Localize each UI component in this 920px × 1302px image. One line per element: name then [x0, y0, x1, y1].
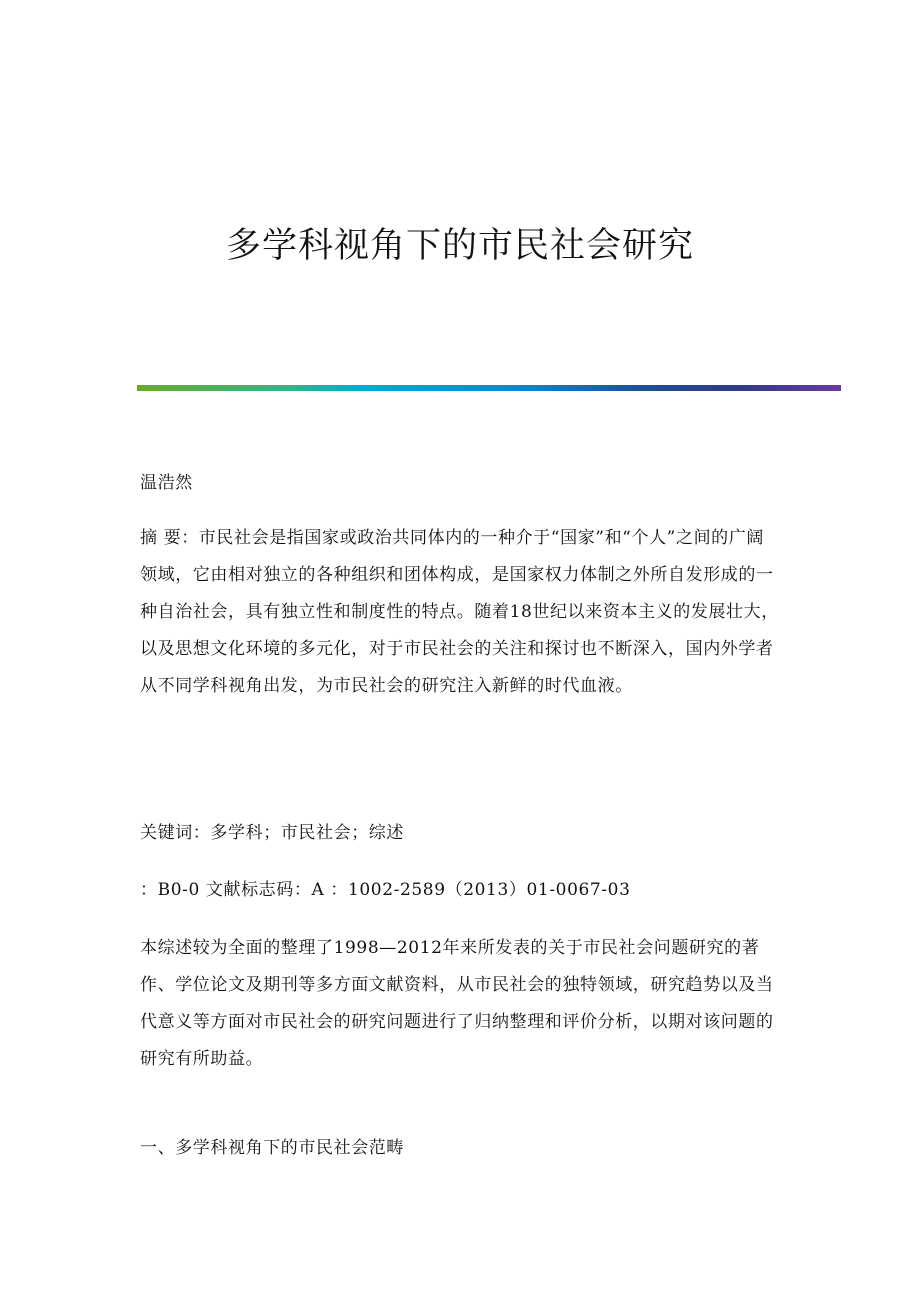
author: 温浩然: [140, 473, 193, 493]
abstract: 摘 要：市民社会是指国家或政治共同体内的一种介于“国家”和“个人”之间的广阔领域，它由相对独立的各种组织和团体构成，是国家权力体制之外所自发形成的一种自治社会，具有独立性和制度性的特点。随着18世纪以来资本主义的发展壮大，以及思想文化环境的多元化，对于市民社会的关注和探讨也不断深入，国内外学者从不同学科视角出发，为市民社会的研究注入新鲜的时代血液。: [140, 528, 779, 696]
title-divider-bar: [137, 385, 841, 391]
keywords: 关键词：多学科；市民社会；综述: [140, 823, 404, 843]
classification-info: ：B0-0 文献标志码：A ：1002-2589（2013）01-0067-03: [140, 880, 631, 900]
document-title: 多学科视角下的市民社会研究: [225, 226, 694, 266]
intro-paragraph: 本综述较为全面的整理了1998—2012年来所发表的关于市民社会问题研究的著作、学位论文及期刊等多方面文献资料，从市民社会的独特领域，研究趋势以及当代意义等方面对市民社会的研究问题进行了归纳整理和评价分析，以期对该问题的研究有所助益。: [140, 938, 774, 1069]
section-heading: 一、多学科视角下的市民社会范畴: [140, 1138, 404, 1158]
